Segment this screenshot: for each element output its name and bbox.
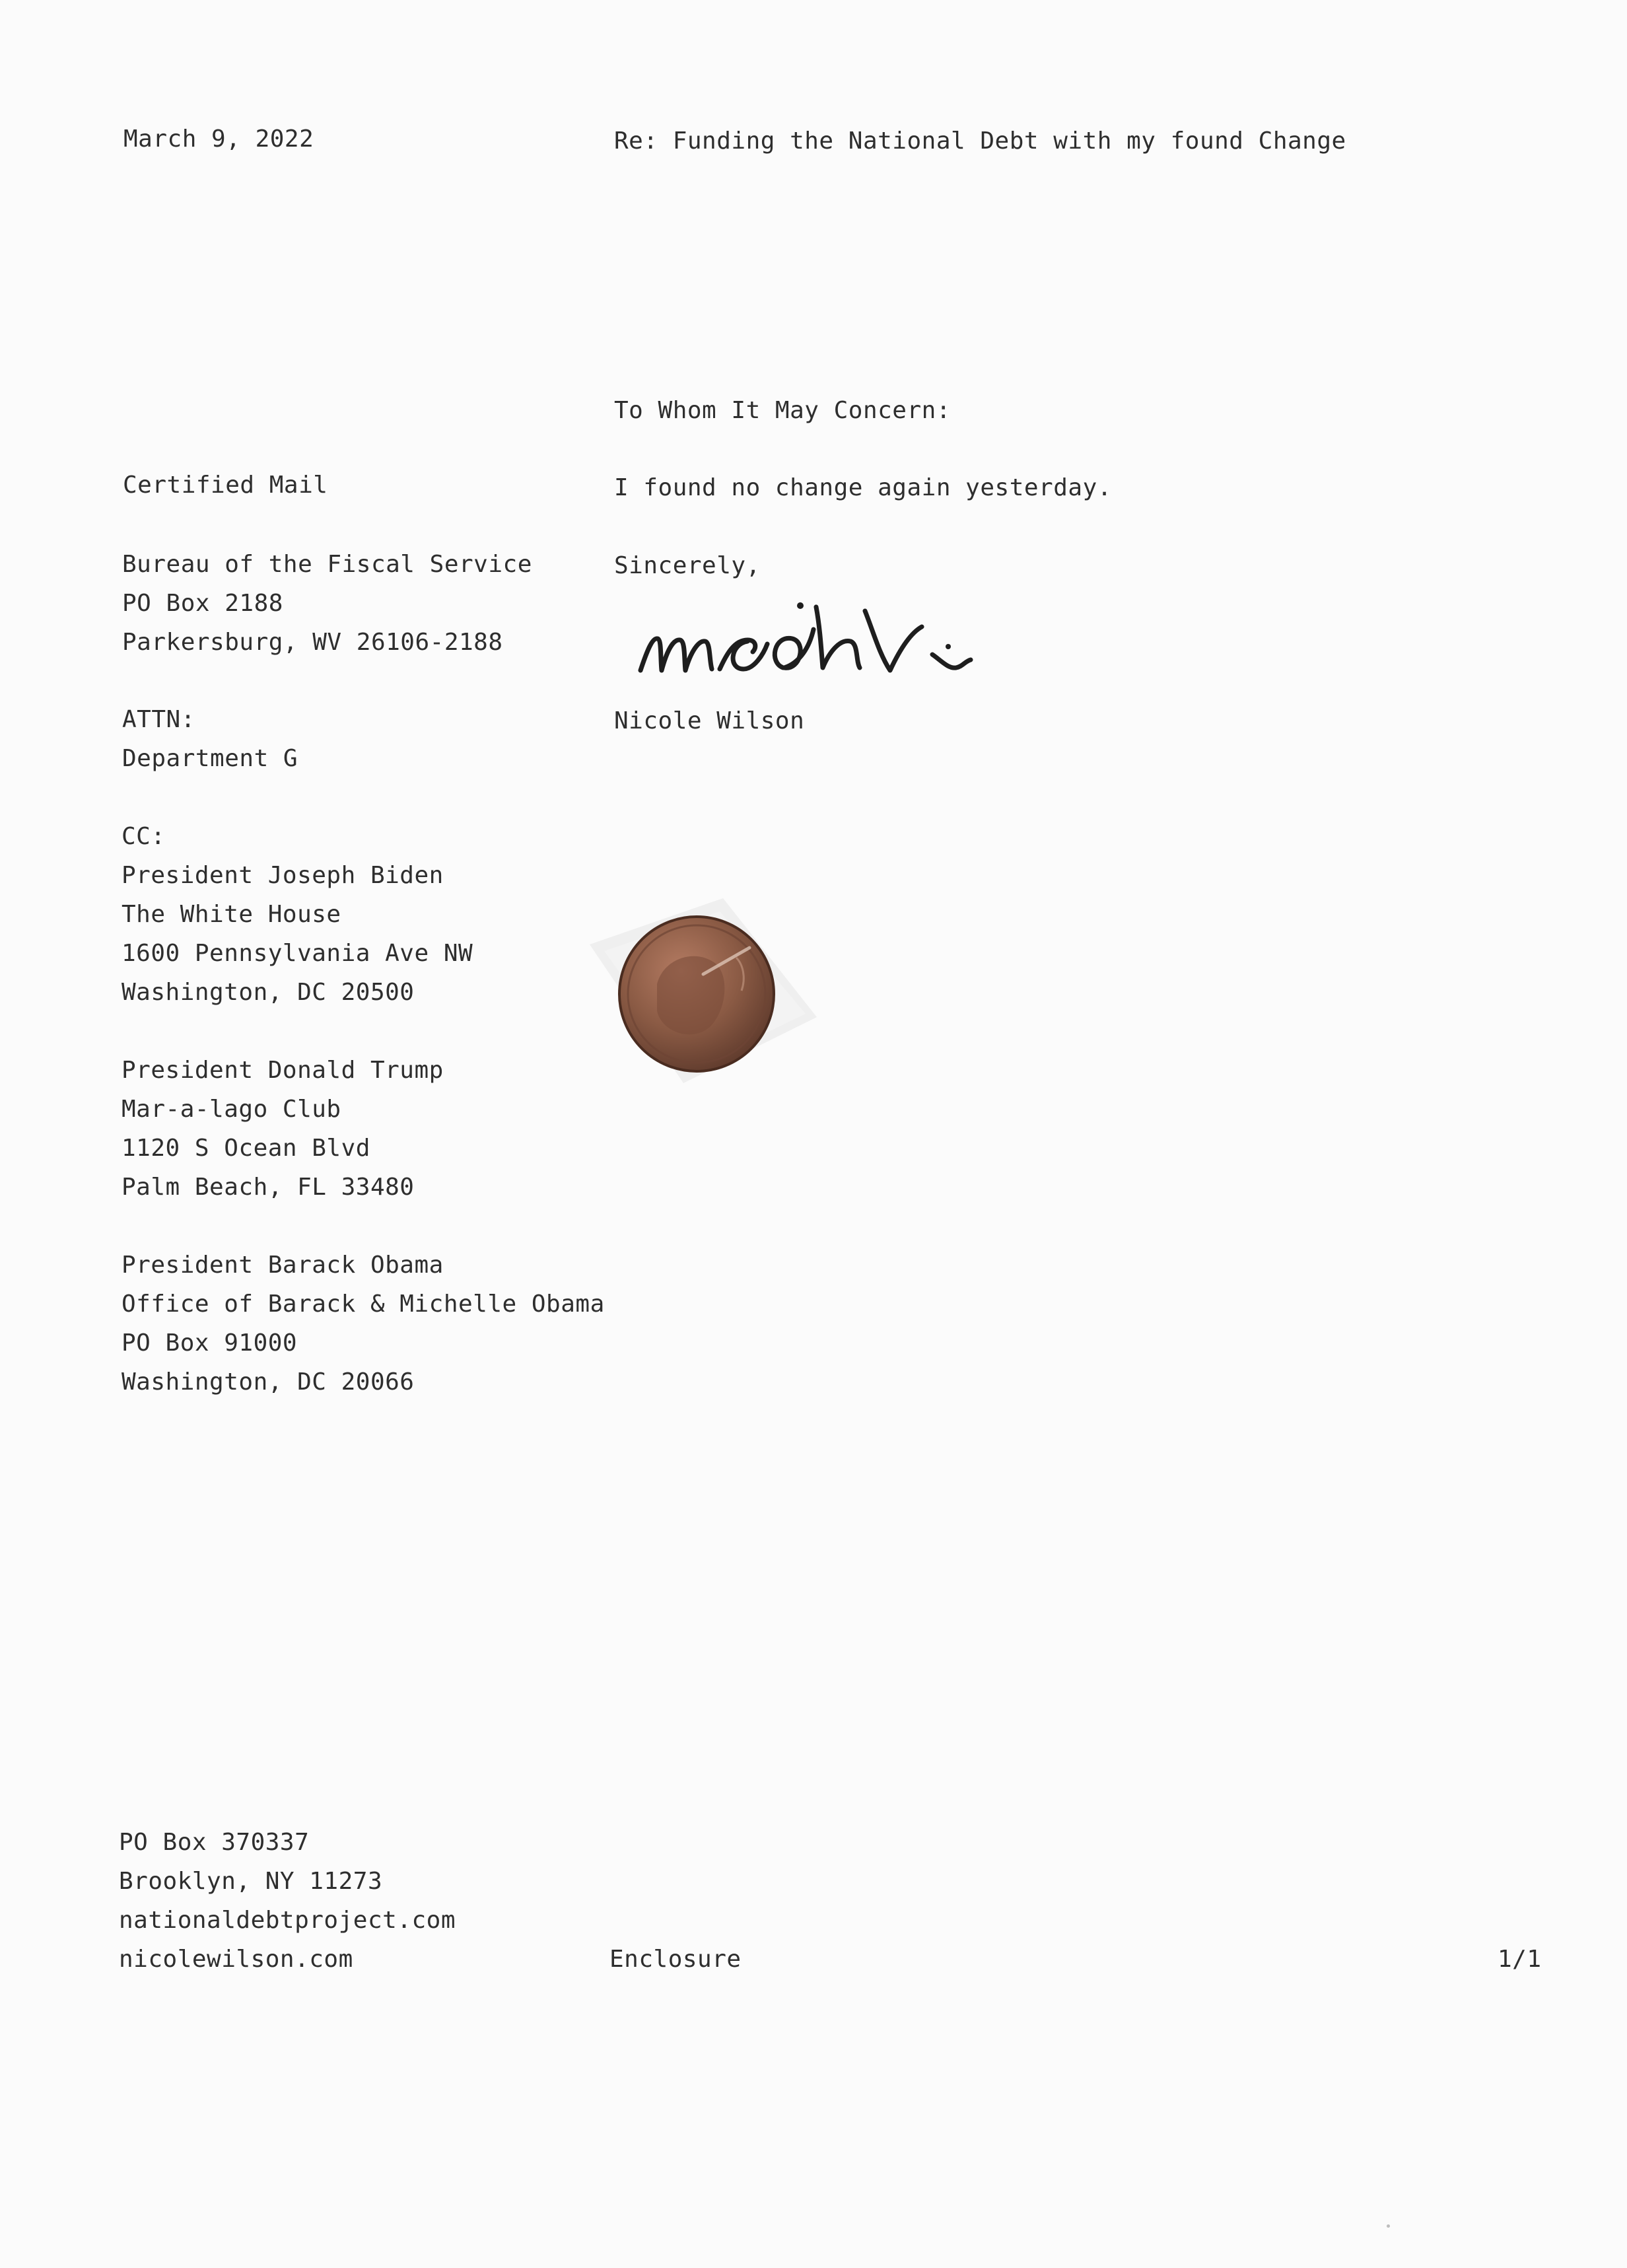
cc-address-line: PO Box 91000 [121,1329,298,1357]
sender-footer [119,1823,456,1979]
closing: Sincerely, [614,552,761,579]
cc-address-line: President Joseph Biden [121,862,444,889]
signer-name: Nicole Wilson [614,707,805,734]
cc-label: CC: [121,823,166,850]
letter-body: I found no change again yesterday. [614,474,1112,501]
cc-address-line: Washington, DC 20066 [121,1368,415,1396]
attention-line [122,700,298,778]
attn-label: ATTN: [122,706,195,733]
cc-address-line: Mar-a-lago Club [121,1096,341,1123]
address-line: Bureau of the Fiscal Service [122,551,532,578]
page-number: 1/1 [1498,1946,1542,1973]
cc-address-line: 1120 S Ocean Blvd [121,1135,370,1162]
penny-coin-icon [584,885,822,1096]
signature-image [627,591,997,690]
cc-address-line: Office of Barack & Michelle Obama [121,1291,605,1318]
letter-subject: Re: Funding the National Debt with my found Change [614,127,1346,155]
cc-address-line: Washington, DC 20500 [121,979,415,1006]
attn-department: Department G [122,745,298,772]
mailing-method: Certified Mail [123,472,328,499]
cc-address-line: President Donald Trump [121,1057,444,1084]
letter-date: March 9, 2022 [123,125,314,153]
sender-line: PO Box 370337 [119,1829,310,1856]
enclosure-note: Enclosure [609,1946,742,1973]
sender-website[interactable]: nicolewilson.com [119,1946,353,1973]
sender-line: Brooklyn, NY 11273 [119,1868,383,1895]
scan-speck [1387,2224,1390,2228]
cc-address-line: 1600 Pennsylvania Ave NW [121,940,473,967]
recipient-address [122,545,532,662]
address-line: PO Box 2188 [122,590,283,617]
cc-list [121,817,605,1401]
address-line: Parkersburg, WV 26106-2188 [122,629,503,656]
cc-address-line: Palm Beach, FL 33480 [121,1174,415,1201]
salutation: To Whom It May Concern: [614,397,951,424]
sender-website[interactable]: nationaldebtproject.com [119,1907,456,1934]
cc-address-line: The White House [121,901,341,928]
cc-address-line: President Barack Obama [121,1252,444,1279]
